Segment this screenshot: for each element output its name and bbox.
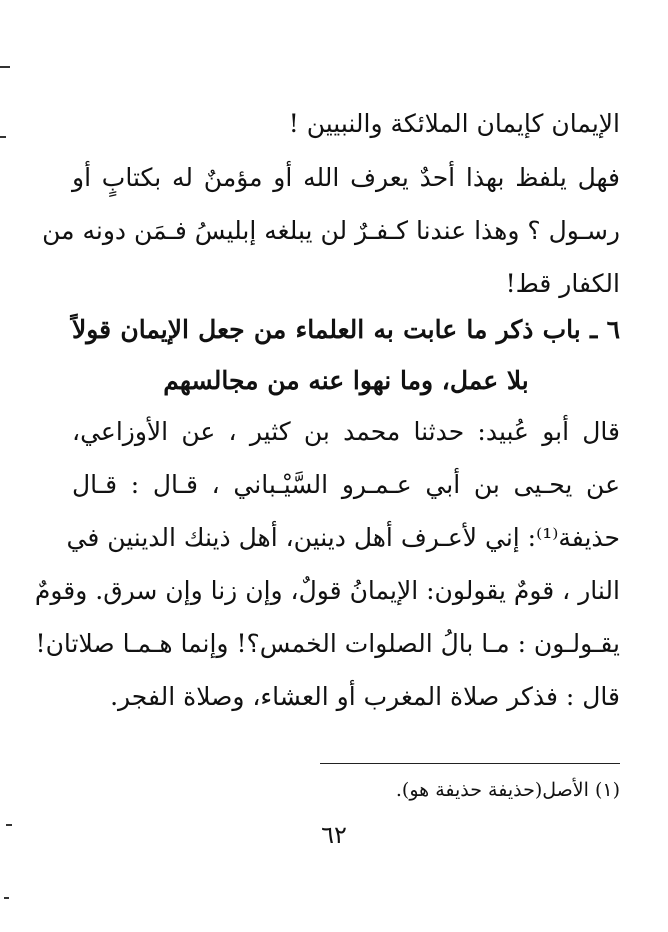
footnote-divider xyxy=(320,763,620,764)
text-line: الإيمان كإيمان الملائكة والنبيين ! xyxy=(288,109,620,138)
footnote: (١) الأصل(حذيفة حذيفة هو). xyxy=(395,779,620,801)
text-line: فهل يلفظ بهذا أحدٌ يعرف الله أو مؤمنٌ له بكتابٍ أو xyxy=(72,163,620,192)
text-line: رسـول ؟ وهذا عندنا كـفـرٌ لن يبلغه إبليسُ فـمَن دونه من xyxy=(42,216,620,245)
text-line: قال : فذكر صلاة المغرب أو العشاء، وصلاة الفجر. xyxy=(110,682,620,711)
scan-edge-mark xyxy=(0,136,6,138)
text-line: يقـولـون : مـا بالُ الصلوات الخمس؟! وإنما هـمـا صلاتان! xyxy=(35,629,620,658)
page-number: ٦٢ xyxy=(321,821,347,849)
scan-edge-mark xyxy=(4,897,9,899)
text-line: عن يحـيى بن أبي عـمـرو السَّيْـباني ، قـال : قـال xyxy=(72,470,620,499)
text-line: قال أبو عُبيد: حدثنا محمد بن كثير ، عن الأوزاعي، xyxy=(72,417,620,446)
text-line: الكفار قط! xyxy=(505,269,620,298)
chapter-heading: ٦ ـ باب ذكر ما عابت به العلماء من جعل الإيمان قولاً xyxy=(72,315,620,344)
scan-edge-mark xyxy=(0,66,10,68)
text-line: النار ، قومٌ يقولون: الإيمانُ قولٌ، وإن زنا وإن سرق. وقومٌ xyxy=(34,576,620,605)
text-line: حذيفة⁽¹⁾: إني لأعـرف أهل دينين، أهل ذينك الدينين في xyxy=(66,523,620,552)
chapter-heading-continued: بلا عمل، وما نهوا عنه من مجالسهم xyxy=(163,366,529,395)
